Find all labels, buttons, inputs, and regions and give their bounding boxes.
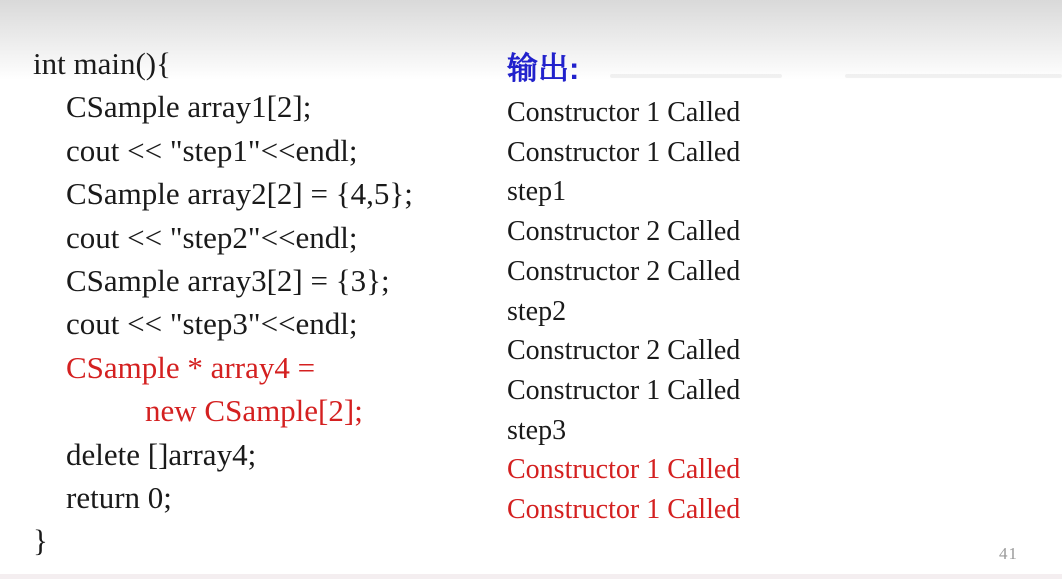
- code-block: [33, 42, 413, 563]
- code-line: cout << "step3"<<endl;: [66, 306, 358, 342]
- code-line: cout << "step2"<<endl;: [66, 219, 358, 255]
- output-line: Constructor 2 Called: [507, 335, 741, 367]
- code-line: cout << "step1"<<endl;: [66, 132, 358, 168]
- code-line: new CSample[2];: [145, 393, 363, 429]
- output-line: Constructor 1 Called: [507, 454, 741, 486]
- output-line: Constructor 2 Called: [507, 255, 741, 287]
- code-line: }: [33, 523, 48, 559]
- output-line: Constructor 1 Called: [507, 374, 741, 406]
- code-line: CSample array1[2];: [66, 89, 312, 125]
- output-line: Constructor 1 Called: [507, 494, 741, 526]
- code-line: CSample array2[2] = {4,5};: [66, 176, 413, 212]
- output-line: step3: [507, 414, 567, 446]
- output-line: step1: [507, 176, 567, 208]
- output-line: Constructor 1 Called: [507, 136, 741, 168]
- output-line: Constructor 2 Called: [507, 216, 741, 248]
- code-line: CSample * array4 =: [66, 349, 316, 385]
- output-line: step2: [507, 295, 567, 327]
- page-number: 41: [999, 544, 1018, 563]
- output-lines: [507, 93, 740, 530]
- bottom-band-decoration: [0, 574, 1062, 579]
- code-line: delete []array4;: [66, 436, 257, 472]
- output-line: Constructor 1 Called: [507, 97, 741, 128]
- code-line: CSample array3[2] = {3};: [66, 263, 390, 299]
- output-block: [507, 44, 740, 530]
- underline-artifact: [845, 74, 1062, 78]
- code-line: return 0;: [66, 480, 172, 516]
- output-heading: 输出:: [507, 51, 580, 86]
- code-line: int main(){: [33, 46, 171, 81]
